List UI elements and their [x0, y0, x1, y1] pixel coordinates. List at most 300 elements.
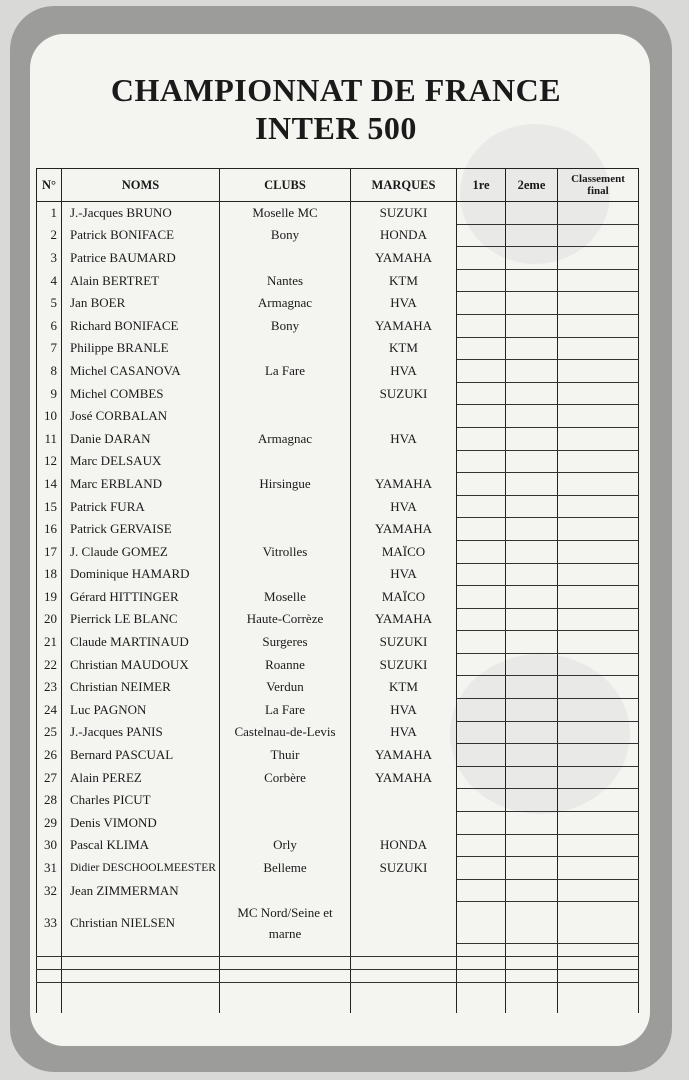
table-row: [37, 518, 639, 541]
header-clubs: CLUBS: [220, 169, 351, 202]
rider-club: Belleme: [220, 857, 351, 880]
table-row: [37, 269, 639, 292]
rider-number: 20: [37, 608, 62, 631]
blank-cell: [62, 944, 220, 957]
rider-number: 17: [37, 540, 62, 563]
rider-club: [220, 495, 351, 518]
rider-number: 30: [37, 834, 62, 857]
rider-club: Surgeres: [220, 631, 351, 654]
result-final-cell: [558, 337, 639, 360]
rider-name: Luc PAGNON: [62, 699, 220, 722]
result-final-cell: [558, 314, 639, 337]
result-round2-cell: [506, 337, 558, 360]
result-final-cell: [558, 473, 639, 496]
table-row: [37, 744, 639, 767]
result-round1-cell: [457, 699, 506, 722]
rider-number: 14: [37, 473, 62, 496]
rider-name: Jean ZIMMERMAN: [62, 879, 220, 902]
blank-cell: [558, 957, 639, 970]
rider-name: Alain PEREZ: [62, 766, 220, 789]
table-row: [37, 427, 639, 450]
blank-cell: [506, 957, 558, 970]
rider-number: 5: [37, 292, 62, 315]
rider-name: Alain BERTRET: [62, 269, 220, 292]
result-final-cell: [558, 834, 639, 857]
rider-club: [220, 247, 351, 270]
rider-club: Castelnau-de-Levis: [220, 721, 351, 744]
result-final-cell: [558, 450, 639, 473]
result-round2-cell: [506, 879, 558, 902]
table-row: [37, 360, 639, 383]
rider-name: Patrick GERVAISE: [62, 518, 220, 541]
blank-cell: [37, 957, 62, 970]
rider-name: Gérard HITTINGER: [62, 586, 220, 609]
result-round2-cell: [506, 473, 558, 496]
blank-cell: [37, 970, 62, 983]
rider-club: Armagnac: [220, 427, 351, 450]
result-round1-cell: [457, 495, 506, 518]
result-round2-cell: [506, 653, 558, 676]
rider-number: 18: [37, 563, 62, 586]
result-round2-cell: [506, 540, 558, 563]
result-round2-cell: [506, 834, 558, 857]
result-final-cell: [558, 269, 639, 292]
rider-number: 15: [37, 495, 62, 518]
rider-brand: KTM: [351, 269, 457, 292]
rider-club: La Fare: [220, 699, 351, 722]
rider-brand: [351, 902, 457, 944]
rider-name: Denis VIMOND: [62, 812, 220, 835]
header-num: N°: [37, 169, 62, 202]
blank-cell: [62, 957, 220, 970]
rider-name: Patrice BAUMARD: [62, 247, 220, 270]
result-final-cell: [558, 360, 639, 383]
result-round2-cell: [506, 314, 558, 337]
result-final-cell: [558, 766, 639, 789]
result-round1-cell: [457, 224, 506, 247]
rider-number: 23: [37, 676, 62, 699]
result-round1-cell: [457, 314, 506, 337]
result-round2-cell: [506, 518, 558, 541]
rider-brand: MAÏCO: [351, 540, 457, 563]
rider-club: Bony: [220, 224, 351, 247]
rider-name: Pascal KLIMA: [62, 834, 220, 857]
result-round1-cell: [457, 676, 506, 699]
result-round1-cell: [457, 834, 506, 857]
table-row: [37, 812, 639, 835]
rider-number: 24: [37, 699, 62, 722]
rider-number: 9: [37, 382, 62, 405]
rider-brand: HVA: [351, 563, 457, 586]
result-round2-cell: [506, 292, 558, 315]
rider-name: Christian MAUDOUX: [62, 653, 220, 676]
result-round1-cell: [457, 653, 506, 676]
rider-brand: [351, 879, 457, 902]
blank-cell: [457, 944, 506, 957]
rider-brand: KTM: [351, 676, 457, 699]
rider-brand: SUZUKI: [351, 857, 457, 880]
blank-cell: [220, 983, 351, 1014]
rider-name: Marc ERBLAND: [62, 473, 220, 496]
blank-cell: [558, 983, 639, 1014]
result-final-cell: [558, 812, 639, 835]
table-row: [37, 879, 639, 902]
result-final-cell: [558, 405, 639, 428]
result-round1-cell: [457, 202, 506, 225]
blank-cell: [457, 957, 506, 970]
rider-number: 1: [37, 202, 62, 225]
blank-cell: [506, 944, 558, 957]
header-marques: MARQUES: [351, 169, 457, 202]
result-round1-cell: [457, 631, 506, 654]
rider-name: Claude MARTINAUD: [62, 631, 220, 654]
result-round2-cell: [506, 789, 558, 812]
rider-number: 19: [37, 586, 62, 609]
table-row: [37, 292, 639, 315]
result-round2-cell: [506, 812, 558, 835]
blank-cell: [457, 970, 506, 983]
rider-brand: HONDA: [351, 224, 457, 247]
rider-name: Richard BONIFACE: [62, 314, 220, 337]
result-round1-cell: [457, 269, 506, 292]
blank-cell: [220, 957, 351, 970]
rider-number: 21: [37, 631, 62, 654]
table-row: [37, 902, 639, 944]
rider-brand: YAMAHA: [351, 247, 457, 270]
result-round2-cell: [506, 766, 558, 789]
rider-name: Michel CASANOVA: [62, 360, 220, 383]
rider-name: Danie DARAN: [62, 427, 220, 450]
rider-number: 3: [37, 247, 62, 270]
rider-name: Charles PICUT: [62, 789, 220, 812]
table-row: [37, 202, 639, 225]
rider-number: 11: [37, 427, 62, 450]
result-final-cell: [558, 563, 639, 586]
table-row: [37, 631, 639, 654]
table-row: [37, 314, 639, 337]
rider-number: 27: [37, 766, 62, 789]
results-table: [36, 168, 639, 1013]
rider-number: 25: [37, 721, 62, 744]
rider-club: [220, 879, 351, 902]
blank-cell: [351, 944, 457, 957]
rider-name: Christian NIELSEN: [62, 902, 220, 944]
result-round2-cell: [506, 405, 558, 428]
rider-name: Patrick FURA: [62, 495, 220, 518]
result-round1-cell: [457, 879, 506, 902]
blank-cell: [506, 970, 558, 983]
rider-brand: [351, 450, 457, 473]
result-round1-cell: [457, 427, 506, 450]
table-row: [37, 224, 639, 247]
result-round1-cell: [457, 473, 506, 496]
result-final-cell: [558, 586, 639, 609]
rider-number: 12: [37, 450, 62, 473]
rider-club: Bony: [220, 314, 351, 337]
result-final-cell: [558, 676, 639, 699]
result-round2-cell: [506, 450, 558, 473]
result-round2-cell: [506, 676, 558, 699]
result-final-cell: [558, 540, 639, 563]
result-round2-cell: [506, 247, 558, 270]
rider-club: Orly: [220, 834, 351, 857]
result-round2-cell: [506, 857, 558, 880]
rider-club: Moselle MC: [220, 202, 351, 225]
table-row: [37, 766, 639, 789]
rider-club: Moselle: [220, 586, 351, 609]
table-row: [37, 608, 639, 631]
rider-club: [220, 518, 351, 541]
rider-number: 16: [37, 518, 62, 541]
rider-brand: MAÏCO: [351, 586, 457, 609]
result-round1-cell: [457, 766, 506, 789]
blank-cell: [351, 983, 457, 1014]
table-row: [37, 473, 639, 496]
result-round1-cell: [457, 857, 506, 880]
blank-row: [37, 957, 639, 970]
rider-brand: HVA: [351, 495, 457, 518]
rider-number: 4: [37, 269, 62, 292]
rider-club: Corbère: [220, 766, 351, 789]
result-final-cell: [558, 653, 639, 676]
table-row: [37, 721, 639, 744]
result-round2-cell: [506, 269, 558, 292]
result-round1-cell: [457, 608, 506, 631]
table-row: [37, 405, 639, 428]
rider-brand: SUZUKI: [351, 382, 457, 405]
table-row: [37, 337, 639, 360]
rider-number: 29: [37, 812, 62, 835]
rider-club: Nantes: [220, 269, 351, 292]
rider-name: Dominique HAMARD: [62, 563, 220, 586]
result-final-cell: [558, 879, 639, 902]
result-round1-cell: [457, 563, 506, 586]
table-body: [37, 202, 639, 1014]
rider-brand: KTM: [351, 337, 457, 360]
result-final-cell: [558, 789, 639, 812]
blank-cell: [558, 970, 639, 983]
result-final-cell: [558, 857, 639, 880]
blank-cell: [351, 957, 457, 970]
result-round1-cell: [457, 902, 506, 944]
result-final-cell: [558, 292, 639, 315]
rider-number: 6: [37, 314, 62, 337]
table-header-row: [37, 169, 639, 202]
table-row: [37, 789, 639, 812]
rider-brand: HVA: [351, 292, 457, 315]
rider-brand: SUZUKI: [351, 202, 457, 225]
header-round2: 2eme: [506, 169, 558, 202]
rider-name: J. Claude GOMEZ: [62, 540, 220, 563]
result-round1-cell: [457, 540, 506, 563]
rider-number: 28: [37, 789, 62, 812]
rider-number: 2: [37, 224, 62, 247]
page-subtitle: INTER 500: [255, 110, 417, 146]
blank-cell: [220, 944, 351, 957]
rider-club: [220, 450, 351, 473]
table-row: [37, 857, 639, 880]
rider-name: Pierrick LE BLANC: [62, 608, 220, 631]
table-row: [37, 834, 639, 857]
rider-name: J.-Jacques BRUNO: [62, 202, 220, 225]
result-final-cell: [558, 247, 639, 270]
result-round2-cell: [506, 631, 558, 654]
result-round1-cell: [457, 789, 506, 812]
rider-brand: YAMAHA: [351, 473, 457, 496]
blank-cell: [62, 970, 220, 983]
table-row: [37, 563, 639, 586]
result-final-cell: [558, 631, 639, 654]
result-round2-cell: [506, 744, 558, 767]
table-row: [37, 586, 639, 609]
rider-club: [220, 382, 351, 405]
rider-name: Christian NEIMER: [62, 676, 220, 699]
rider-number: 10: [37, 405, 62, 428]
rider-name: Didier DESCHOOLMEESTER: [62, 857, 220, 880]
rider-number: 33: [37, 902, 62, 944]
rider-club: Vitrolles: [220, 540, 351, 563]
result-round2-cell: [506, 382, 558, 405]
table-row: [37, 450, 639, 473]
blank-cell: [351, 970, 457, 983]
result-round1-cell: [457, 360, 506, 383]
rider-brand: [351, 405, 457, 428]
blank-cell: [220, 970, 351, 983]
rider-brand: YAMAHA: [351, 744, 457, 767]
rider-club: [220, 789, 351, 812]
rider-name: Patrick BONIFACE: [62, 224, 220, 247]
blank-row: [37, 983, 639, 1014]
table-row: [37, 382, 639, 405]
rider-brand: YAMAHA: [351, 314, 457, 337]
result-round1-cell: [457, 247, 506, 270]
rider-name: José CORBALAN: [62, 405, 220, 428]
table-row: [37, 247, 639, 270]
result-round1-cell: [457, 812, 506, 835]
result-final-cell: [558, 202, 639, 225]
rider-club: [220, 563, 351, 586]
rider-brand: YAMAHA: [351, 518, 457, 541]
rider-brand: YAMAHA: [351, 766, 457, 789]
result-final-cell: [558, 224, 639, 247]
result-round1-cell: [457, 405, 506, 428]
result-round2-cell: [506, 360, 558, 383]
result-final-cell: [558, 699, 639, 722]
blank-cell: [37, 944, 62, 957]
blank-row: [37, 944, 639, 957]
rider-name: Marc DELSAUX: [62, 450, 220, 473]
header-round1: 1re: [457, 169, 506, 202]
rider-club: Hirsingue: [220, 473, 351, 496]
rider-brand: HVA: [351, 699, 457, 722]
result-round2-cell: [506, 608, 558, 631]
rider-number: 7: [37, 337, 62, 360]
result-round2-cell: [506, 224, 558, 247]
rider-club: La Fare: [220, 360, 351, 383]
result-round1-cell: [457, 337, 506, 360]
rider-club: Verdun: [220, 676, 351, 699]
result-final-cell: [558, 608, 639, 631]
blank-cell: [62, 983, 220, 1014]
result-round2-cell: [506, 586, 558, 609]
rider-brand: [351, 789, 457, 812]
rider-number: 8: [37, 360, 62, 383]
result-final-cell: [558, 518, 639, 541]
result-final-cell: [558, 382, 639, 405]
result-round2-cell: [506, 202, 558, 225]
result-round1-cell: [457, 382, 506, 405]
rider-brand: SUZUKI: [351, 653, 457, 676]
table-row: [37, 495, 639, 518]
result-round1-cell: [457, 518, 506, 541]
rider-brand: YAMAHA: [351, 608, 457, 631]
result-final-cell: [558, 495, 639, 518]
rider-brand: [351, 812, 457, 835]
rider-club: MC Nord/Seine et marne: [220, 902, 351, 944]
rider-brand: SUZUKI: [351, 631, 457, 654]
result-round2-cell: [506, 902, 558, 944]
rider-brand: HVA: [351, 427, 457, 450]
table-row: [37, 676, 639, 699]
result-round2-cell: [506, 495, 558, 518]
page-title: CHAMPIONNAT DE FRANCE: [110, 72, 562, 108]
rider-number: 31: [37, 857, 62, 880]
result-final-cell: [558, 721, 639, 744]
rider-number: 22: [37, 653, 62, 676]
rider-name: Bernard PASCUAL: [62, 744, 220, 767]
rider-club: [220, 337, 351, 360]
rider-number: 32: [37, 879, 62, 902]
rider-club: Haute-Corrèze: [220, 608, 351, 631]
table-row: [37, 540, 639, 563]
blank-cell: [37, 983, 62, 1014]
blank-row: [37, 970, 639, 983]
table-row: [37, 699, 639, 722]
rider-name: Philippe BRANLE: [62, 337, 220, 360]
blank-cell: [558, 944, 639, 957]
rider-number: 26: [37, 744, 62, 767]
rider-brand: HONDA: [351, 834, 457, 857]
rider-club: [220, 812, 351, 835]
result-round1-cell: [457, 292, 506, 315]
result-final-cell: [558, 427, 639, 450]
result-round2-cell: [506, 699, 558, 722]
table-row: [37, 653, 639, 676]
rider-name: Michel COMBES: [62, 382, 220, 405]
result-final-cell: [558, 902, 639, 944]
rider-name: J.-Jacques PANIS: [62, 721, 220, 744]
rider-brand: HVA: [351, 360, 457, 383]
header-noms: NOMS: [62, 169, 220, 202]
rider-club: Thuir: [220, 744, 351, 767]
result-round1-cell: [457, 744, 506, 767]
rider-brand: HVA: [351, 721, 457, 744]
blank-cell: [506, 983, 558, 1014]
result-round1-cell: [457, 721, 506, 744]
result-round1-cell: [457, 586, 506, 609]
result-round2-cell: [506, 721, 558, 744]
rider-name: Jan BOER: [62, 292, 220, 315]
header-final: Classement final: [558, 169, 639, 202]
blank-cell: [457, 983, 506, 1014]
result-round2-cell: [506, 563, 558, 586]
result-round2-cell: [506, 427, 558, 450]
result-round1-cell: [457, 450, 506, 473]
rider-club: Roanne: [220, 653, 351, 676]
result-final-cell: [558, 744, 639, 767]
rider-club: [220, 405, 351, 428]
rider-club: Armagnac: [220, 292, 351, 315]
